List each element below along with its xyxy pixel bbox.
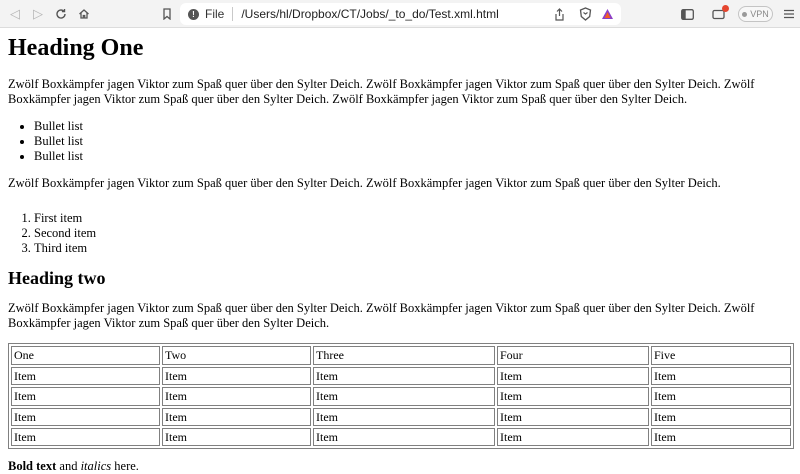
reload-icon[interactable] — [51, 4, 71, 24]
table-cell: Item — [11, 367, 160, 385]
back-icon[interactable]: ◁ — [10, 6, 20, 21]
final-paragraph — [8, 459, 792, 474]
brave-shield-icon[interactable] — [575, 4, 595, 24]
table-cell: Item — [313, 428, 495, 446]
paragraph-2: Zwölf Boxkämpfer jagen Viktor zum Spaß quer über den Sylter Deich. Zwölf Boxkämpfer jagen Viktor zum Spaß quer über den Sylter Deich. — [8, 175, 721, 190]
bullet-item: • Bullet list — [34, 149, 792, 164]
table-cell: Item — [313, 387, 495, 405]
table-cell: Item — [162, 408, 311, 426]
table-cell: Item — [651, 428, 791, 446]
italic-text: italics — [80, 459, 112, 474]
table-cell: Five — [651, 346, 791, 364]
bold-text: Bold text — [8, 459, 57, 474]
heading-two: Heading two — [8, 267, 106, 288]
table-cell: Item — [11, 387, 160, 405]
table-cell: Item — [11, 428, 160, 446]
bookmark-icon[interactable] — [157, 4, 177, 24]
address-bar[interactable] — [180, 3, 621, 25]
plain-text-end: here. — [111, 459, 139, 474]
table-cell: Item — [162, 387, 311, 405]
table-cell: Four — [497, 346, 649, 364]
table-row — [11, 367, 791, 385]
sidebar-toggle-icon[interactable] — [677, 4, 697, 24]
table-cell: Item — [313, 367, 495, 385]
vpn-label: VPN — [750, 9, 769, 19]
paragraph-3: Zwölf Boxkämpfer jagen Viktor zum Spaß quer über den Sylter Deich. Zwölf Boxkämpfer jagen Viktor zum Spaß quer über den Sylter Deich. Zwölf Boxkämpfer jagen Viktor zum Spaß quer über den Sylter Deich. — [8, 301, 755, 331]
info-icon[interactable]: ! — [188, 9, 199, 20]
table-header-row — [11, 346, 791, 364]
home-icon[interactable] — [74, 4, 94, 24]
table-cell: Three — [313, 346, 495, 364]
table-row — [11, 428, 791, 446]
ordered-list — [8, 211, 792, 256]
table-cell: Item — [162, 367, 311, 385]
table-cell: Item — [162, 428, 311, 446]
ordered-item: 1. First item — [34, 211, 792, 226]
table-cell: Item — [497, 387, 649, 405]
table-cell: Item — [313, 408, 495, 426]
table-cell: Two — [162, 346, 311, 364]
table-cell: Item — [497, 367, 649, 385]
forward-icon[interactable]: ▷ — [33, 6, 43, 21]
table-cell: Item — [11, 408, 160, 426]
ordered-item: 2. Second item — [34, 226, 792, 241]
browser-toolbar — [0, 0, 800, 28]
ordered-item: 3. Third item — [34, 241, 792, 256]
table-row — [11, 387, 791, 405]
share-icon[interactable] — [549, 4, 569, 24]
table-cell: One — [11, 346, 160, 364]
table-cell: Item — [651, 387, 791, 405]
table-cell: Item — [497, 428, 649, 446]
wallet-icon[interactable] — [709, 4, 729, 24]
table-cell: Item — [651, 408, 791, 426]
data-table — [8, 343, 794, 449]
heading-one: Heading One — [8, 35, 144, 61]
bullet-item: • Bullet list — [34, 134, 792, 149]
url-path: /Users/hl/Dropbox/CT/Jobs/_to_do/Test.xml.html — [241, 7, 499, 21]
url-divider — [232, 7, 233, 21]
plain-text: and — [56, 459, 81, 474]
notification-badge — [722, 5, 729, 12]
bullet-item: • Bullet list — [34, 119, 792, 134]
bullet-list — [8, 119, 792, 164]
vpn-status-dot — [742, 12, 747, 17]
paragraph-1: Zwölf Boxkämpfer jagen Viktor zum Spaß quer über den Sylter Deich. Zwölf Boxkämpfer jagen Viktor zum Spaß quer über den Sylter Deich. Zwölf Boxkämpfer jagen Viktor zum Spaß quer über den Sylter Deich. Zwölf Boxkämpfer jagen Viktor zum Spaß quer über den Sylter Deich. — [8, 76, 755, 106]
url-scheme: File — [205, 7, 225, 21]
table-cell: Item — [497, 408, 649, 426]
menu-icon[interactable] — [779, 4, 799, 24]
vpn-button[interactable] — [738, 6, 773, 22]
table-row — [11, 408, 791, 426]
rewards-icon[interactable] — [597, 4, 617, 24]
page-content — [0, 34, 800, 474]
table-cell: Item — [651, 367, 791, 385]
nav-buttons — [5, 4, 94, 24]
